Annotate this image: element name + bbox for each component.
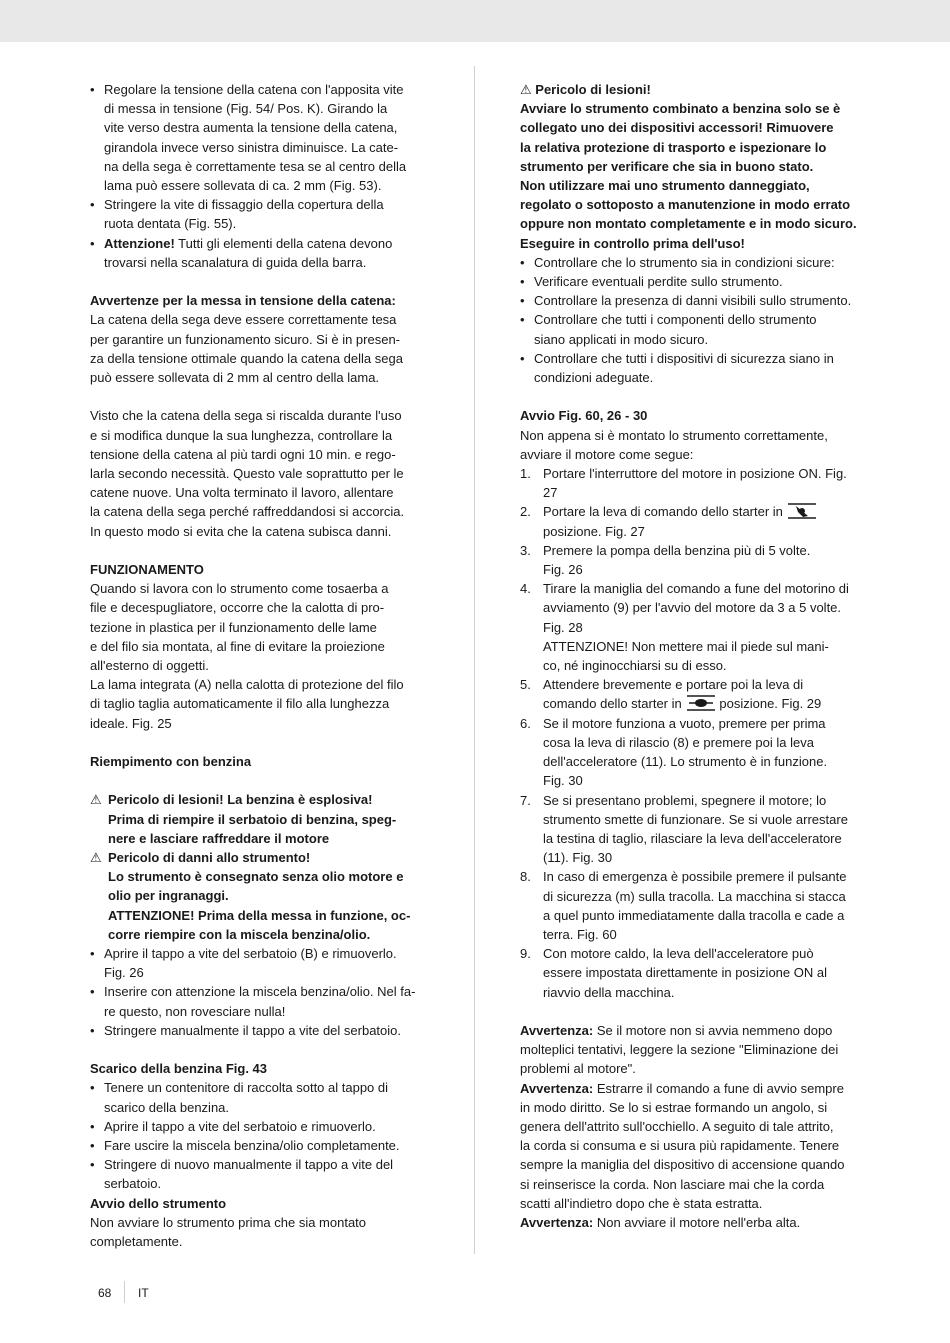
section-heading: Avvertenze per la messa in tensione della catena:: [90, 293, 396, 309]
text-line: la testina di taglio, rilasciare la leva dell'acceleratore: [543, 830, 842, 846]
list-item: • Controllare che tutti i dispositivi di sicurezza siano in condizioni adeguate.: [520, 349, 860, 387]
text-line: tensione della catena al più tardi ogni 10 min. e rego-: [90, 446, 396, 462]
text-line: Non appena si è montato lo strumento correttamente,: [520, 427, 828, 443]
text-line: Controllare che tutti i dispositivi di sicurezza siano in: [534, 350, 834, 366]
step-item: [520, 791, 860, 868]
text-line: condizioni adeguate.: [534, 370, 654, 386]
step-item: [520, 502, 860, 540]
text-line: a quel punto immediatamente dalla tracolla e cade a: [543, 907, 845, 923]
choke-open-icon: [686, 695, 716, 711]
text-line: riavvio della macchina.: [543, 984, 675, 1000]
list-item: • Fare uscire la miscela benzina/olio completamente.: [90, 1136, 430, 1155]
step-number: 8.: [520, 869, 531, 885]
step-number: 7.: [520, 792, 531, 808]
text-line: regolato o sottoposto a manutenzione in modo errato: [520, 197, 851, 213]
note-line: [520, 1079, 860, 1098]
text-line: La catena della sega deve essere correttamente tesa: [90, 312, 397, 328]
text-line: larla secondo necessità. Questo vale soprattutto per le: [90, 466, 404, 482]
text-line: avviare il motore come segue:: [520, 446, 694, 462]
warning-triangle-icon: ⚠: [90, 850, 102, 866]
text-line: Con motore caldo, la leva dell'acceleratore può: [543, 946, 814, 962]
section-heading: Riempimento con benzina: [90, 754, 252, 770]
section-heading: Avvio dello strumento: [90, 1195, 227, 1211]
text-line: di sicurezza (m) sulla tracolla. La macchina si stacca: [543, 888, 846, 904]
note-line: [520, 1021, 860, 1040]
text-line: Aprire il tappo a vite del serbatoio e rimuoverlo.: [104, 1118, 376, 1134]
text-line: completamente.: [90, 1234, 183, 1250]
step-number: 5.: [520, 677, 531, 693]
text-line: ATTENZIONE! Prima della messa in funzione, oc-: [108, 907, 411, 923]
text-line: corre riempire con la miscela benzina/olio.: [108, 926, 371, 942]
text-line: ATTENZIONE! Non mettere mai il piede sul mani-: [543, 638, 829, 654]
text-line: Regolare la tensione della catena con l'apposita vite: [104, 82, 404, 97]
text-line: Pericolo di danni allo strumento!: [108, 850, 311, 866]
text-line: avviamento (9) per l'avvio del motore da 3 a 5 volte.: [543, 600, 842, 616]
text-line: Aprire il tappo a vite del serbatoio (B) e rimuoverlo.: [104, 946, 397, 962]
top-bar: [0, 0, 950, 42]
step-number: 9.: [520, 946, 531, 962]
text-line: olio per ingranaggi.: [108, 888, 229, 904]
step-item: [520, 944, 860, 1002]
text-line: siano applicati in modo sicuro.: [534, 331, 709, 347]
text-line: (11). Fig. 30: [543, 850, 613, 866]
text-line: e del filo sia montata, al fine di evitare la proiezione: [90, 638, 385, 654]
text-line: cosa la leva di rilascio (8) e premere poi la leva: [543, 734, 814, 750]
text-line: di taglio taglia automaticamente il filo alla lunghezza: [90, 696, 390, 712]
text-span: posizione. Fig. 29: [719, 696, 822, 712]
step-number: 1.: [520, 466, 531, 482]
text-line: Inserire con attenzione la miscela benzina/olio. Nel fa-: [104, 984, 416, 1000]
language-code: IT: [138, 1286, 149, 1300]
text-line: strumento per verificare che sia in buono stato.: [520, 158, 814, 174]
text-line: 27: [543, 485, 558, 501]
text-line: girandola invece verso sinistra diminuisce. La cate-: [104, 139, 399, 155]
note-line: [520, 1213, 860, 1232]
list-item: • Stringere manualmente il tappo a vite del serbatoio.: [90, 1021, 430, 1040]
warning-block: [90, 790, 430, 848]
text-line: Se il motore funziona a vuoto, premere per prima: [543, 715, 826, 731]
text-span: Estrarre il comando a fune di avvio sempre: [593, 1080, 844, 1096]
text-line: collegato uno dei dispositivi accessori! Rimuovere: [520, 120, 834, 136]
text-line: e si modifica dunque la sua lunghezza, controllare la: [90, 427, 393, 443]
text-line: Quando si lavora con lo strumento come tosaerba a: [90, 581, 389, 597]
text-line: scarico della benzina.: [104, 1099, 230, 1115]
warning-triangle-icon: ⚠: [90, 792, 102, 808]
text-line: posizione. Fig. 27: [543, 523, 645, 539]
text-line: Controllare che tutti i componenti dello strumento: [534, 312, 817, 328]
text-line: Tirare la maniglia del comando a fune del motorino di: [543, 581, 849, 597]
list-item: • Aprire il tappo a vite del serbatoio (B) e rimuoverlo. Fig. 26: [90, 944, 430, 982]
column-divider: [474, 66, 475, 1254]
text-line: per garantire un funzionamento sicuro. Si è in presen-: [90, 331, 401, 347]
text-line: può essere sollevata di 2 mm al centro della lama.: [90, 370, 380, 386]
text-line: molteplici tentativi, leggere la sezione "Eliminazione dei: [520, 1042, 839, 1058]
bullet-sprocket-screw: • Stringere la vite di fissaggio della copertura della ruota dentata (Fig. 55).: [90, 195, 430, 233]
text-line: Stringere manualmente il tappo a vite del serbatoio.: [104, 1022, 402, 1038]
text-line: file e decespugliatore, occorre che la calotta di pro-: [90, 600, 385, 616]
warning-block: [90, 848, 430, 944]
list-item: • Controllare che lo strumento sia in condizioni sicure:: [520, 253, 860, 272]
text-line: Prima di riempire il serbatoio di benzina, speg-: [108, 811, 397, 827]
text-line: scatti all'indietro dopo che è stata estratta.: [520, 1195, 763, 1211]
note-label: Avvertenza:: [520, 1022, 594, 1038]
note-label: Avvertenza:: [520, 1080, 594, 1096]
text-span: comando dello starter in: [543, 696, 682, 712]
text-line: ruota dentata (Fig. 55).: [104, 216, 237, 232]
text-line: di messa in tensione (Fig. 54/ Pos. K). Girando la: [104, 101, 388, 117]
text-line: la relativa protezione di trasporto e ispezionare lo: [520, 139, 827, 155]
text-line: Fig. 30: [543, 773, 583, 789]
text-line: Avviare lo strumento combinato a benzina solo se è: [520, 101, 841, 117]
text-line: In caso di emergenza è possibile premere il pulsante: [543, 869, 847, 885]
text-line: lama può essere sollevata di ca. 2 mm (Fig. 53).: [104, 178, 382, 194]
list-item: • Controllare che tutti i componenti dello strumento siano applicati in modo sicuro.: [520, 310, 860, 348]
choke-closed-icon: [787, 503, 817, 519]
list-item: • Verificare eventuali perdite sullo strumento.: [520, 272, 860, 291]
text-line: la corda si consuma e si usura più rapidamente. Tenere: [520, 1138, 840, 1154]
step-item: [520, 541, 860, 579]
text-line: Eseguire in controllo prima dell'uso!: [520, 235, 745, 251]
text-line: Pericolo di lesioni! La benzina è esplosiva!: [108, 792, 373, 808]
text-line: problemi al motore".: [520, 1061, 636, 1077]
text-line: ideale. Fig. 25: [90, 715, 172, 731]
text-line: re questo, non rovesciare nulla!: [104, 1003, 286, 1019]
bullet-attention: • Attenzione! Tutti gli elementi della catena devono trovarsi nella scanalatura di guida della barra.: [90, 234, 430, 272]
section-heading: FUNZIONAMENTO: [90, 562, 204, 578]
text-line: tezione in plastica per il funzionamento delle lame: [90, 619, 377, 635]
text-line: [104, 234, 430, 253]
text-line: Tenere un contenitore di raccolta sotto al tappo di: [104, 1080, 389, 1096]
text-line: Controllare la presenza di danni visibili sullo strumento.: [534, 293, 852, 309]
text-line: catene nuove. Una volta terminato il lavoro, allentare: [90, 485, 394, 501]
attention-label: Attenzione!: [104, 235, 175, 251]
text-line: Controllare che lo strumento sia in condizioni sicure:: [534, 254, 835, 270]
text-span: Tutti gli elementi della catena devono: [174, 235, 393, 251]
text-line: za della tensione ottimale quando la catena della sega: [90, 350, 403, 366]
step-item: [520, 579, 860, 675]
right-column: [520, 80, 860, 1232]
text-line: dell'acceleratore (11). Lo strumento è in funzione.: [543, 754, 828, 770]
text-line: Se si presentano problemi, spegnere il motore; lo: [543, 792, 827, 808]
text-line: all'esterno di oggetti.: [90, 658, 209, 674]
list-item: • Stringere di nuovo manualmente il tappo a vite del serbatoio.: [90, 1155, 430, 1193]
text-line: Fare uscire la miscela benzina/olio completamente.: [104, 1138, 400, 1154]
text-line: Stringere di nuovo manualmente il tappo a vite del: [104, 1157, 394, 1173]
text-line: Stringere la vite di fissaggio della copertura della: [104, 197, 384, 213]
bullet-chain-tension: • Regolare la tensione della catena con l'apposita vite di messa in tensione (Fig. 54/ Pos. K). Girando la vite verso destra aumenta la tensione della catena, girandola invece verso sinistra diminuisce. La cate- na della sega è correttamente tesa se al centro della lama può essere sollevata di ca. 2 mm (Fig. 53).: [90, 80, 430, 195]
step-item: [520, 675, 860, 713]
text-line: trovarsi nella scanalatura di guida della barra.: [104, 254, 367, 270]
note-label: Avvertenza:: [520, 1214, 594, 1230]
left-column: [90, 80, 430, 1251]
text-span: Se il motore non si avvia nemmeno dopo: [593, 1022, 833, 1038]
list-item: • Controllare la presenza di danni visibili sullo strumento.: [520, 291, 860, 310]
text-line: Non avviare lo strumento prima che sia montato: [90, 1214, 367, 1230]
list-item: • Aprire il tappo a vite del serbatoio e rimuoverlo.: [90, 1117, 430, 1136]
text-line: sempre la maniglia del dispositivo di accensione quando: [520, 1157, 845, 1173]
text-line: Fig. 26: [543, 562, 583, 578]
text-span: Pericolo di lesioni!: [535, 82, 651, 97]
step-number: 4.: [520, 581, 531, 597]
section-heading: Scarico della benzina Fig. 43: [90, 1061, 268, 1077]
text-line: Lo strumento è consegnato senza olio motore e: [108, 869, 404, 885]
text-span: Portare la leva di comando dello starter in: [543, 504, 783, 520]
text-line: na della sega è correttamente tesa se al centro della: [104, 158, 407, 174]
warning-triangle-icon: ⚠: [520, 82, 532, 97]
text-line: Attendere brevemente e portare poi la leva di: [543, 677, 804, 693]
section-heading: Avvio Fig. 60, 26 - 30: [520, 408, 648, 424]
text-line: [543, 502, 860, 521]
text-line: in modo diritto. Se lo si estrae formando un angolo, si: [520, 1099, 828, 1115]
text-line: serbatoio.: [104, 1176, 162, 1192]
text-line: [543, 694, 860, 713]
step-number: 3.: [520, 542, 531, 558]
warning-heading: [520, 80, 860, 99]
text-line: Visto che la catena della sega si riscalda durante l'uso: [90, 408, 402, 424]
text-line: Fig. 28: [543, 619, 583, 635]
footer-divider: [124, 1281, 125, 1303]
step-item: [520, 714, 860, 791]
text-line: La lama integrata (A) nella calotta di protezione del filo: [90, 677, 404, 693]
text-line: essere impostata direttamente in posizione ON al: [543, 965, 827, 981]
list-item: • Tenere un contenitore di raccolta sotto al tappo di scarico della benzina.: [90, 1078, 430, 1116]
step-number: 6.: [520, 715, 531, 731]
page-number: 68: [98, 1286, 112, 1300]
text-line: co, né inginocchiarsi su di esso.: [543, 658, 727, 674]
text-line: Fig. 26: [104, 965, 144, 981]
text-line: nere e lasciare raffreddare il motore: [108, 830, 330, 846]
text-line: si reinserisce la corda. Non lasciare mai che la corda: [520, 1176, 825, 1192]
text-line: In questo modo si evita che la catena subisca danni.: [90, 523, 392, 539]
list-item: • Inserire con attenzione la miscela benzina/olio. Nel fa- re questo, non rovesciare nulla!: [90, 982, 430, 1020]
step-number: 2.: [520, 504, 531, 520]
text-line: Verificare eventuali perdite sullo strumento.: [534, 274, 783, 290]
text-line: terra. Fig. 60: [543, 926, 617, 942]
step-item: [520, 464, 860, 502]
text-line: Portare l'interruttore del motore in posizione ON. Fig.: [543, 466, 847, 482]
step-item: [520, 867, 860, 944]
text-span: Non avviare il motore nell'erba alta.: [593, 1214, 801, 1230]
text-line: Non utilizzare mai uno strumento danneggiato,: [520, 178, 810, 194]
text-line: Premere la pompa della benzina più di 5 volte.: [543, 542, 811, 558]
text-line: genera dell'attrito sull'occhiello. A seguito di tale attrito,: [520, 1118, 834, 1134]
text-line: la catena della sega perché raffreddandosi si accorcia.: [90, 504, 405, 520]
text-line: oppure non montato completamente e in modo sicuro.: [520, 216, 857, 232]
text-line: strumento smette di funzionare. Se si vuole arrestare: [543, 811, 848, 827]
text-line: vite verso destra aumenta la tensione della catena,: [104, 120, 398, 136]
